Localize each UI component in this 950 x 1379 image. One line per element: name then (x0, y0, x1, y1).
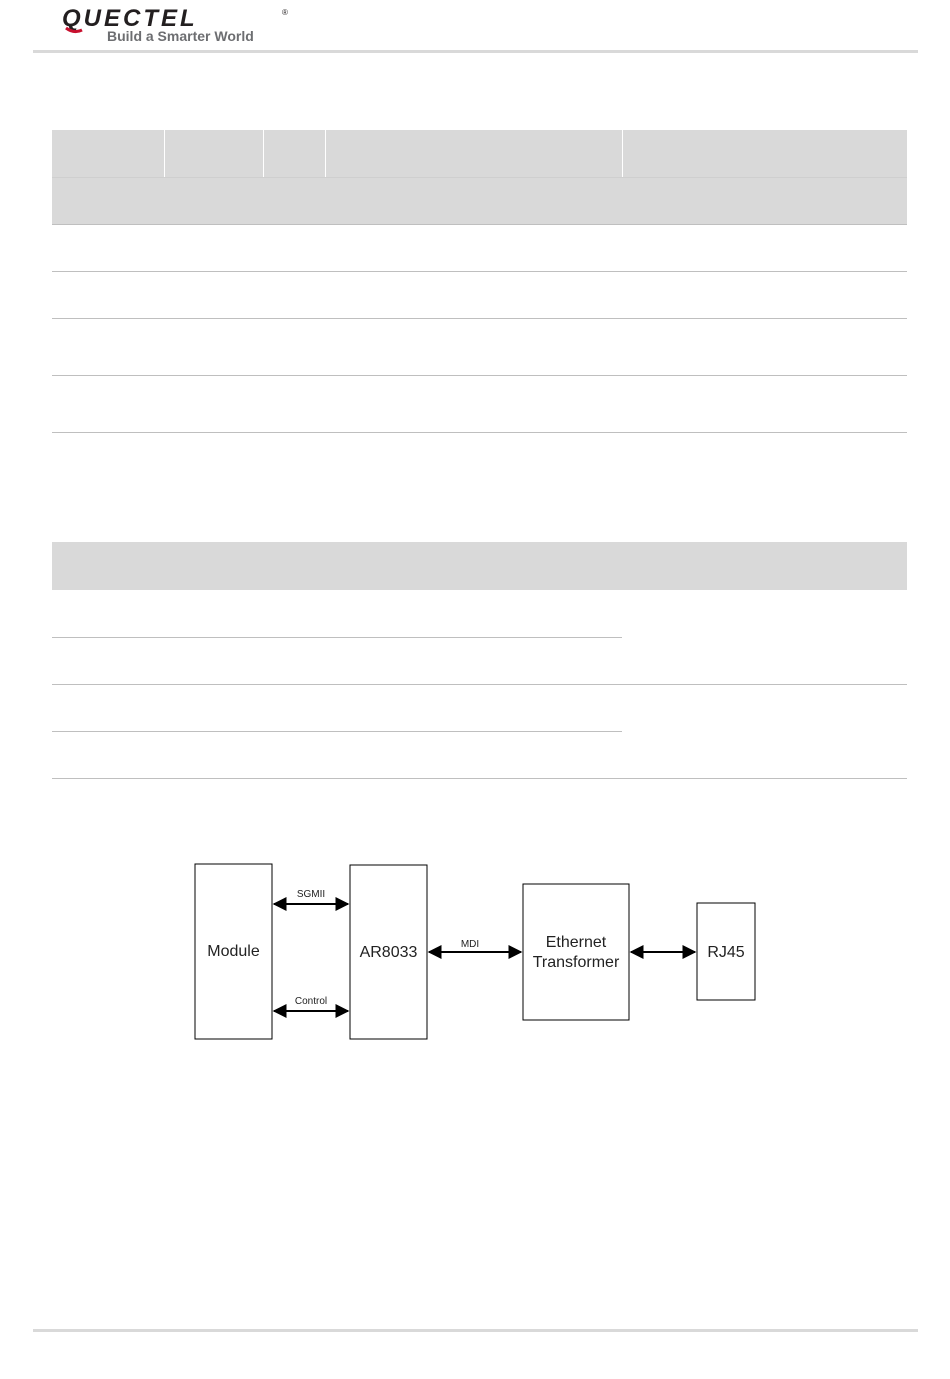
header-col-divider (164, 130, 165, 177)
ar8033-block (350, 865, 427, 1039)
table-row-divider (52, 432, 907, 433)
header-col-divider (622, 130, 623, 177)
ar8033-label: AR8033 (359, 944, 418, 961)
logo-brand-text: QUECTEL (62, 5, 198, 32)
module-block (195, 864, 272, 1039)
quectel-logo (60, 4, 300, 44)
table-row-divider (52, 224, 907, 225)
table-row-divider (52, 375, 907, 376)
table-row-divider (52, 778, 907, 779)
header-row-divider (52, 177, 907, 178)
ethernet-table (52, 542, 907, 779)
header-col-divider (325, 130, 326, 177)
control-label: Control (294, 996, 328, 1007)
transformer-label-line1: Ethernet (545, 934, 607, 951)
header-rule (33, 50, 918, 53)
transformer-label-line2: Transformer (532, 954, 620, 971)
table-row-divider (52, 271, 907, 272)
control-link (274, 996, 348, 1011)
footer-rule (33, 1329, 918, 1332)
sgmii-label: SGMII (296, 889, 326, 900)
rj45-label: RJ45 (707, 944, 745, 961)
table-row-divider (52, 731, 622, 732)
table-row-divider (52, 318, 907, 319)
mdi-label: MDI (460, 939, 480, 950)
logo-registered-mark: ® (282, 8, 288, 17)
table-row-divider (52, 684, 907, 685)
ethernet-transformer-block (523, 884, 629, 1020)
module-label: Module (207, 943, 260, 960)
ethernet-block-diagram (180, 850, 780, 1050)
logo-tagline: Build a Smarter World (107, 28, 254, 44)
pin-definition-table (52, 130, 907, 433)
header-col-divider (263, 130, 264, 177)
table-header-band (52, 542, 907, 590)
rj45-block (697, 903, 755, 1000)
mdi-link (429, 939, 521, 952)
sgmii-link (274, 889, 348, 904)
table-row-divider (52, 637, 622, 638)
